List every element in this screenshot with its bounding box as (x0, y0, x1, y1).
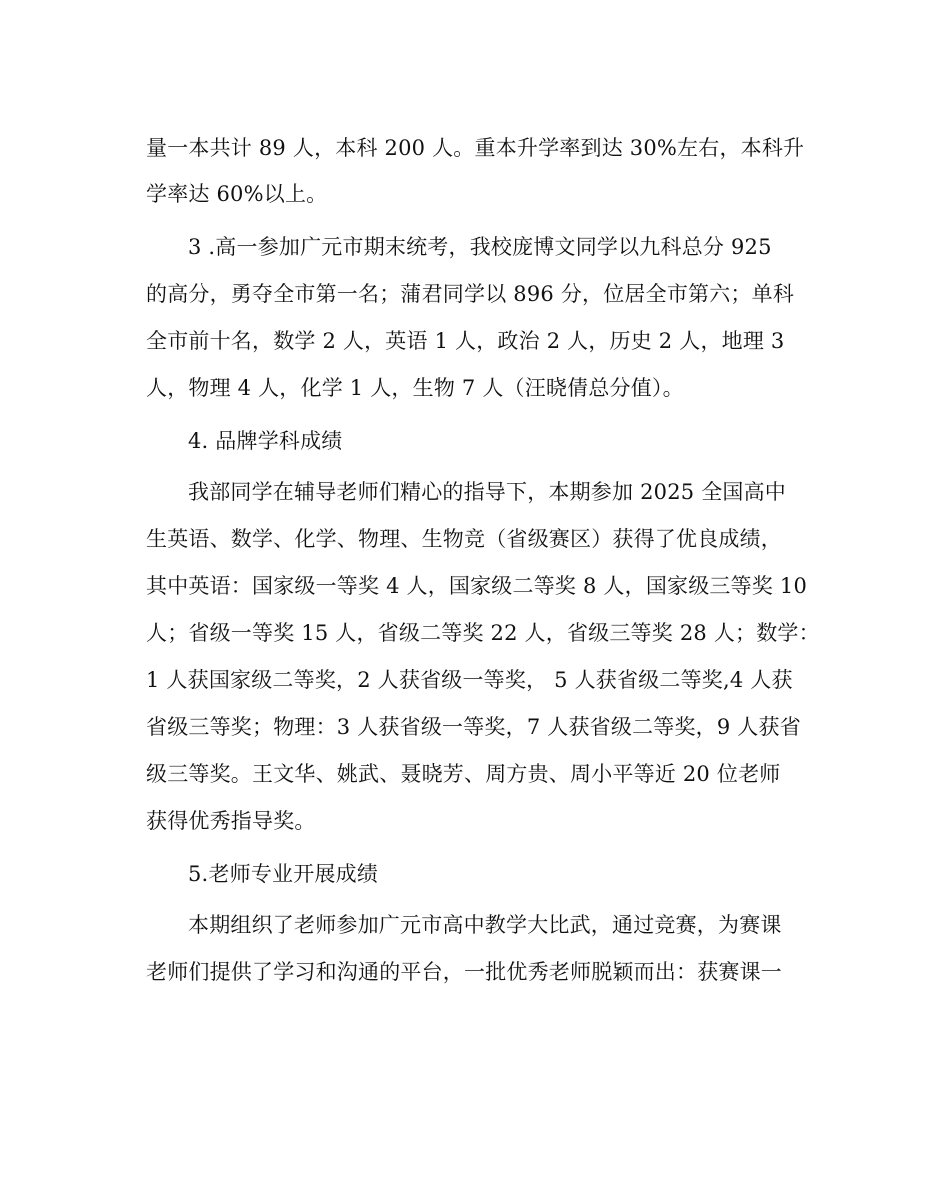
text-line: 1 人获国家级二等奖，2 人获省级一等奖， 5 人获省级二等奖,4 人获 (146, 668, 793, 692)
text-line: 量一本共计 89 人，本科 200 人。重本升学率到达 30%左右，本科升 (146, 136, 805, 160)
text-line: 级三等奖。王文华、姚武、聂晓芳、周方贵、周小平等近 20 位老师 (146, 762, 781, 786)
text-line: 其中英语：国家级一等奖 4 人，国家级二等奖 8 人，国家级三等奖 10 (146, 574, 808, 598)
section-5-heading: 5.老师专业开展成绩 (188, 862, 379, 886)
text-line: 老师们提供了学习和沟通的平台，一批优秀老师脱颖而出：获赛课一 (146, 960, 782, 984)
text-line: 省级三等奖；物理：3 人获省级一等奖，7 人获省级二等奖，9 人获省 (146, 715, 801, 739)
text-line: 学率达 60%以上。 (146, 182, 328, 206)
text-line: 的高分，勇夺全市第一名；蒲君同学以 896 分，位居全市第六；单科 (146, 282, 795, 306)
text-line: 全市前十名，数学 2 人，英语 1 人，政治 2 人，历史 2 人，地理 3 (146, 329, 785, 353)
text-line: 人；省级一等奖 15 人，省级二等奖 22 人，省级三等奖 28 人；数学： (146, 621, 820, 645)
text-line: 获得优秀指导奖。 (146, 809, 316, 833)
section-3-line: 3 .高一参加广元市期末统考，我校庞博文同学以九科总分 925 (188, 235, 772, 259)
text-line: 我部同学在辅导老师们精心的指导下，本期参加 2025 全国高中 (188, 480, 786, 504)
text-line: 生英语、数学、化学、物理、生物竞（省级赛区）获得了优良成绩， (146, 527, 782, 551)
text-line: 本期组织了老师参加广元市高中教学大比武，通过竞赛，为赛课 (188, 913, 782, 937)
section-4-heading: 4. 品牌学科成绩 (188, 429, 343, 453)
text-line: 人，物理 4 人，化学 1 人，生物 7 人（汪晓倩总分值）。 (146, 376, 684, 400)
